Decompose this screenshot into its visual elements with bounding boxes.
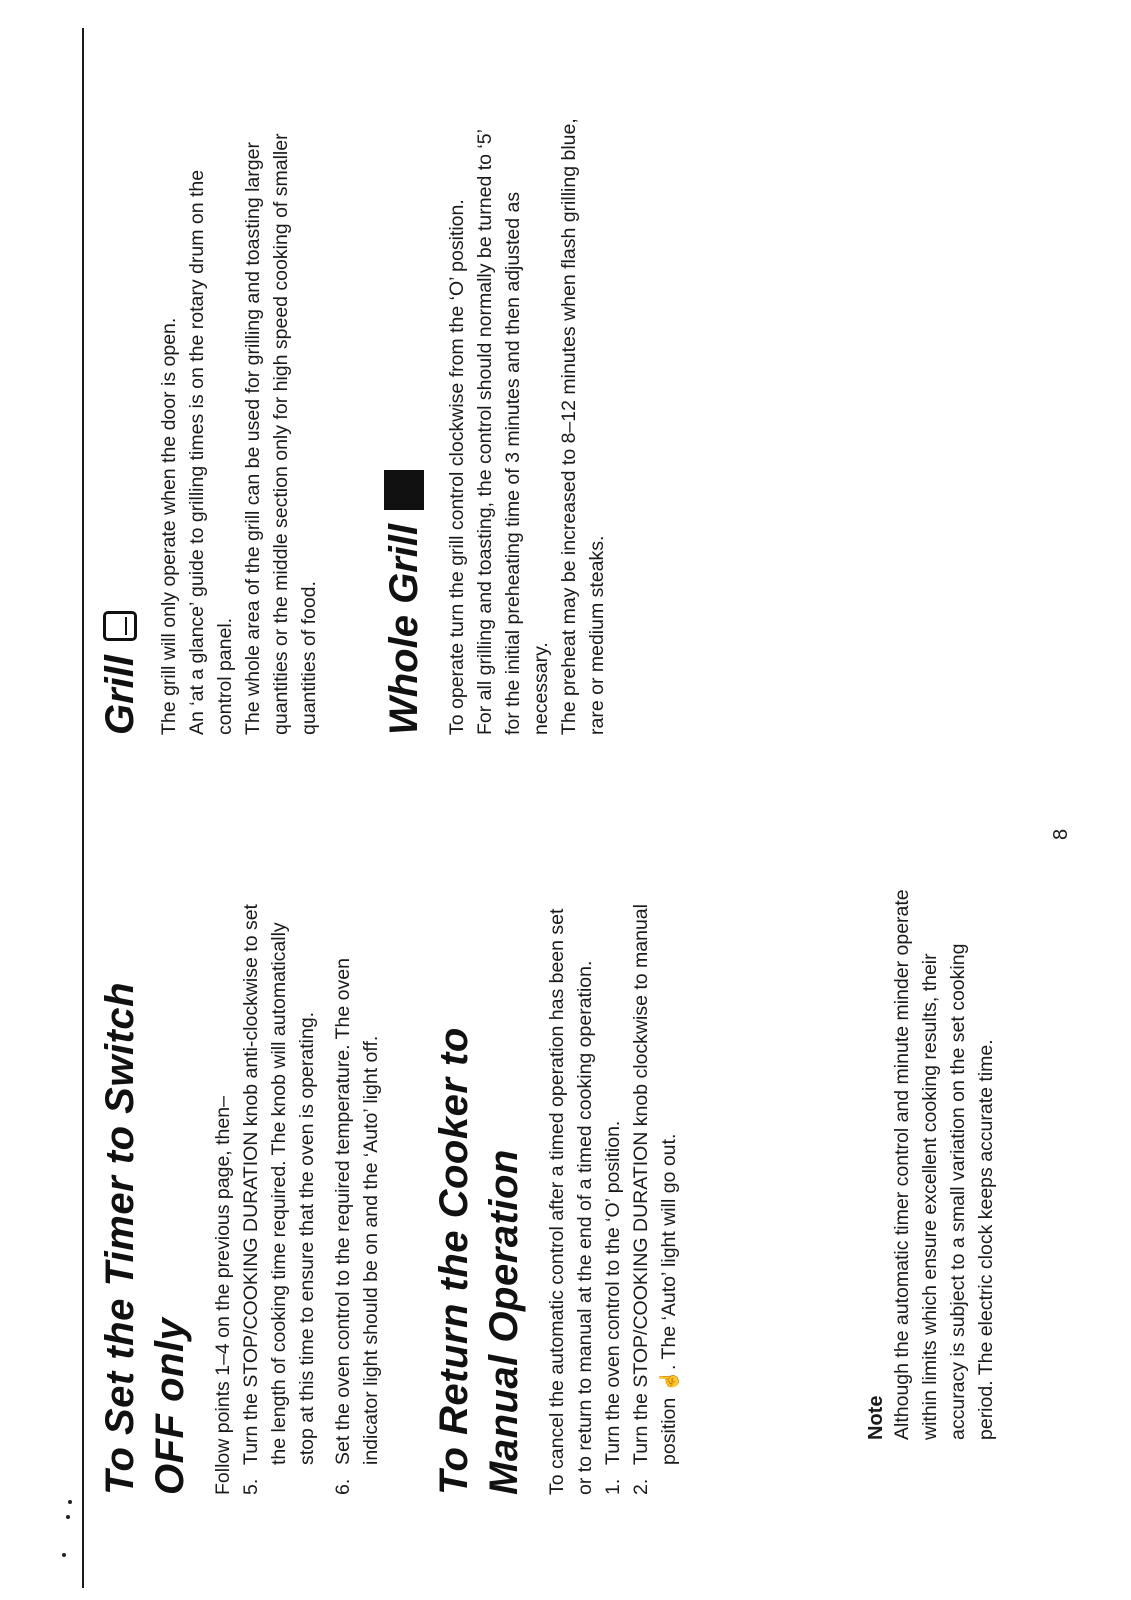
timer-steps-list — [237, 895, 385, 1495]
page-number: 8 — [1050, 828, 1072, 840]
whole-grill-paragraph: For all grilling and toasting, the control should normally be turned to ‘5’ for the initial preheating time of 3 minutes and then adjusted as necessary. — [474, 129, 552, 735]
grill-paragraph: The whole area of the grill can be used for grilling and toasting larger quantities or the middle section only for high speed cooking of smaller quantities of food. — [242, 133, 320, 735]
manual-position-icon: ☝ — [659, 1369, 679, 1393]
list-item: 1. Turn the oven control to the ‘O’ position. — [602, 1120, 624, 1495]
whole-grill-heading — [379, 115, 429, 735]
timer-section-lead: Follow points 1–4 on the previous page, then– — [212, 1096, 234, 1495]
grill-icon — [103, 611, 137, 641]
manual-steps-list — [599, 895, 683, 1495]
list-item: 2. Turn the STOP/COOKING DURATION knob clockwise to manual position ☝. The ‘Auto’ light will go out. — [630, 904, 680, 1495]
grill-paragraph: The grill will only operate when the door is open. — [158, 317, 180, 735]
whole-grill-title: Whole Grill — [382, 523, 426, 735]
right-column — [95, 115, 611, 735]
list-item: 6. Set the oven control to the required temperature. The oven indicator light should be on and the ‘Auto’ light off. — [332, 958, 382, 1495]
grill-heading — [95, 115, 145, 735]
left-column — [95, 895, 683, 1495]
whole-grill-paragraph: The preheat may be increased to 8–12 minutes when flash grilling blue, rare or medium steaks. — [558, 118, 608, 735]
note-title: Note — [865, 1395, 887, 1440]
filled-square-icon — [384, 470, 424, 510]
manual-section-title: To Return the Cooker to Manual Operation — [432, 1027, 526, 1495]
note-body: Although the automatic timer control and minute minder operate within limits which ensure excellent cooking results, their accuracy is subject to a small variation on the set cooking period. The electric clock keeps accurate time. — [891, 889, 997, 1440]
grill-title: Grill — [98, 654, 142, 735]
whole-grill-paragraph: To operate turn the grill control clockwise from the ‘O’ position. — [446, 199, 468, 735]
timer-section-title: To Set the Timer to Switch OFF only — [98, 981, 192, 1495]
note-block — [865, 880, 1000, 1440]
grill-paragraph: An ‘at a glance’ guide to grilling times is on the rotary drum on the control panel. — [186, 169, 236, 735]
manual-section-lead: To cancel the automatic control after a timed operation has been set or to return to manual at the end of a timed cooking operation. — [546, 908, 596, 1495]
list-item: 5. Turn the STOP/COOKING DURATION knob anti-clockwise to set the length of cooking time required. The knob will automatically stop at this time to ensure that the oven is operating. — [240, 904, 318, 1495]
